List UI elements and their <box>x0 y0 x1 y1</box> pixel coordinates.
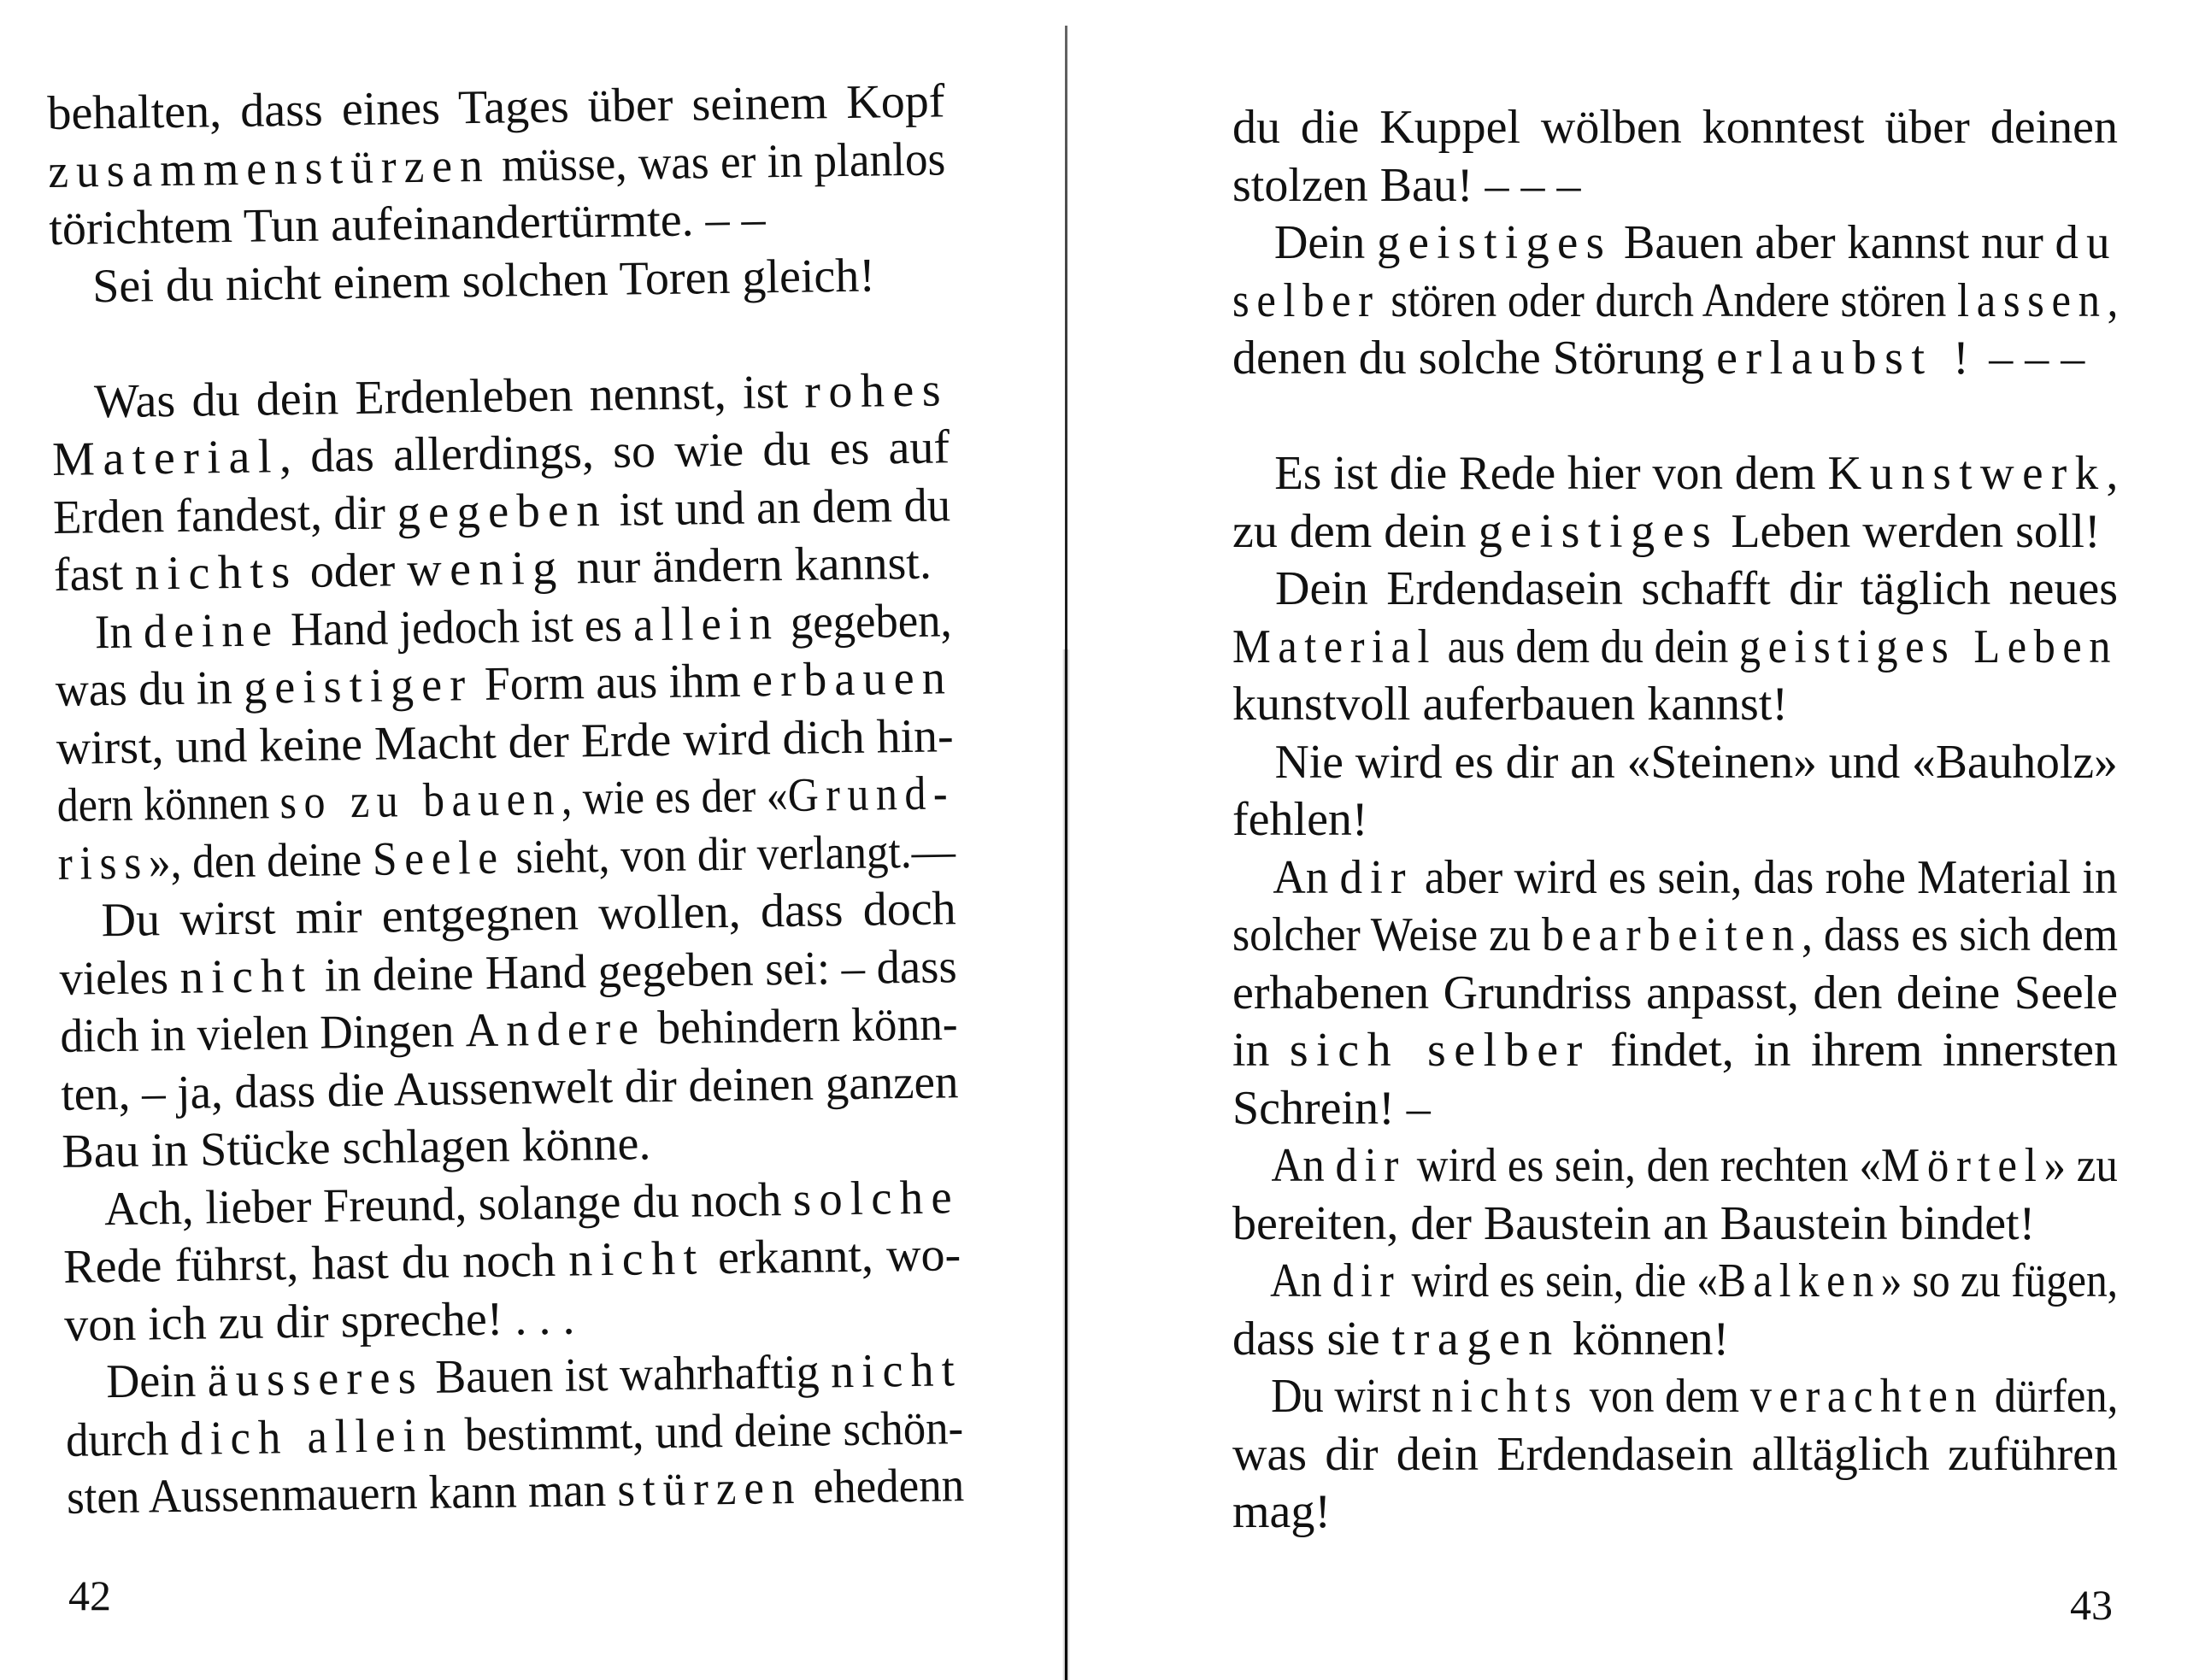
text-line <box>1232 1195 2118 1254</box>
text-segment: Dein <box>1273 216 1377 269</box>
text-segment: von dem <box>1579 1370 1750 1423</box>
text-segment: gegeben, <box>779 593 953 649</box>
text-segment: was dir dein Erdendasein alltäglich zuführen <box>1232 1427 2118 1481</box>
text-segment: Du wirst <box>1271 1370 1432 1423</box>
text-line <box>1232 214 2118 273</box>
text-segment: können! <box>1560 1312 1730 1366</box>
text-line <box>1232 619 2119 677</box>
spaced-emphasis: dir <box>1335 1139 1407 1192</box>
spaced-emphasis: verachten <box>1749 1370 1984 1423</box>
text-line <box>1232 388 2118 446</box>
text-segment: bereiten, der Baustein an Baustein bindet! <box>1232 1196 2036 1250</box>
spaced-emphasis: nicht <box>179 949 314 1004</box>
text-segment: törichtem Tun aufeinandertürmte. – – <box>48 192 766 256</box>
spaced-emphasis: Kunstwerk <box>1827 447 2107 500</box>
text-segment: », den deine <box>148 832 373 889</box>
page-number-right: 43 <box>2070 1581 2113 1629</box>
text-segment: Bauen ist wahrhaftig <box>423 1345 832 1404</box>
text-segment: wird es sein, die « <box>1401 1254 1719 1307</box>
text-line <box>1232 273 2119 331</box>
text-line <box>1232 849 2118 908</box>
text-segment: , <box>2106 447 2119 500</box>
text-segment: ist und an dem du <box>607 478 951 537</box>
text-segment: kunstvoll auferbauen kannst! <box>1232 678 1789 731</box>
text-segment: » so zu fügen, <box>1880 1254 2119 1307</box>
spaced-emphasis: deine <box>143 602 280 658</box>
text-segment: in <box>1232 1024 1290 1077</box>
spaced-emphasis: geistiger <box>243 658 473 714</box>
text-segment: An <box>1273 850 1340 904</box>
right-page-text <box>1232 99 2118 1542</box>
text-segment: bestimmt, und deine schön- <box>453 1401 964 1462</box>
text-segment: erhabenen Grundriss anpasst, den deine Seele <box>1232 966 2118 1019</box>
spaced-emphasis: du <box>2055 216 2118 269</box>
text-line <box>1232 791 2118 849</box>
text-line <box>1232 1426 2118 1484</box>
text-segment: sieht, von dir verlangt.— <box>504 824 956 884</box>
text-segment: , das allerdings, so wie du es auf <box>279 420 950 484</box>
spaced-emphasis: geistiges Leben <box>1738 620 2119 673</box>
text-line <box>1232 1483 2118 1542</box>
text-line <box>52 477 951 547</box>
text-segment: erkannt, wo- <box>704 1228 961 1285</box>
text-segment: sten Aussenmauern kann man <box>66 1463 618 1524</box>
text-line <box>1232 1253 2119 1311</box>
spaced-emphasis: Material <box>51 430 280 486</box>
spaced-emphasis: erbauen <box>751 651 954 708</box>
spaced-emphasis: solche <box>792 1170 961 1226</box>
spaced-emphasis: so zu bauen <box>279 772 562 830</box>
spaced-emphasis: dich allein <box>179 1408 454 1466</box>
text-line <box>1232 1022 2118 1080</box>
spaced-emphasis: dir <box>1339 850 1414 904</box>
text-segment: was du in <box>55 661 244 717</box>
text-segment: aus dem du dein <box>1437 620 1739 673</box>
text-segment: Rede führst, hast du noch <box>62 1233 569 1294</box>
text-line <box>1232 503 2118 561</box>
text-line <box>1232 1368 2119 1426</box>
spaced-emphasis: riss <box>57 835 150 890</box>
text-line <box>1232 965 2118 1023</box>
text-line <box>1232 907 2119 965</box>
text-segment: Sei du nicht einem solchen Toren gleich! <box>91 248 876 313</box>
spaced-emphasis: geistiges <box>1376 216 1613 269</box>
text-line <box>61 1054 959 1124</box>
text-segment: Dein <box>105 1354 209 1409</box>
text-segment: findet, in ihrem innersten <box>1590 1024 2119 1077</box>
text-segment: Form aus ihm <box>472 654 753 712</box>
text-segment: Bauen aber kannst nur <box>1612 216 2055 269</box>
spaced-emphasis: tragen <box>1391 1312 1561 1366</box>
text-segment: Es ist die Rede hier von dem <box>1274 447 1828 500</box>
text-line <box>57 824 956 893</box>
text-segment: Bau in Stücke schlagen könne. <box>61 1117 651 1178</box>
text-segment: behindern könn- <box>645 997 959 1055</box>
text-segment: ten, – ja, dass die Aussenwelt dir deinen ganzen <box>61 1054 959 1121</box>
text-line <box>1232 734 2118 792</box>
left-page-text <box>47 73 964 1527</box>
text-segment: Leben werden soll! <box>1719 504 2101 558</box>
text-segment: In <box>94 604 144 659</box>
text-segment: dass sie <box>1232 1312 1392 1366</box>
text-segment: wirst, und keine Macht der Erde wird dich hin- <box>56 708 954 775</box>
text-segment: ehedenn <box>801 1459 965 1514</box>
spaced-emphasis: lassen <box>1957 273 2108 327</box>
text-segment: , dass es sich dem <box>1802 908 2119 961</box>
text-segment: von ich zu dir spreche! . . . <box>63 1291 575 1352</box>
text-segment: Nie wird es dir an «Steinen» und «Bauholz» <box>1274 735 2118 789</box>
spaced-emphasis: rohes <box>803 362 950 419</box>
text-segment: mag! <box>1232 1485 1332 1538</box>
text-segment: Erden fandest, dir <box>52 485 397 544</box>
spaced-emphasis: Seele <box>372 831 506 886</box>
text-segment: solcher Weise zu <box>1232 908 1542 961</box>
text-segment: Du wirst mir entgegnen wollen, dass doch <box>101 882 956 948</box>
spaced-emphasis: geistiges <box>1478 504 1720 558</box>
spaced-emphasis: selber <box>1232 273 1380 327</box>
page-number-left: 42 <box>68 1571 111 1619</box>
text-segment: du die Kuppel wölben konntest über deinen <box>1232 101 2118 154</box>
text-segment: nur ändern kannst. <box>564 536 932 595</box>
text-segment: denen du solche Störung <box>1232 332 1717 385</box>
text-line <box>1232 157 2118 215</box>
spaced-emphasis: bearbeiten <box>1541 908 1802 961</box>
spaced-emphasis: allein <box>632 596 780 651</box>
text-segment: aber wird es sein, das rohe Material in <box>1413 850 2118 904</box>
text-segment: stören oder durch Andere stören <box>1379 273 1958 327</box>
text-segment: Ach, lieber Freund, solange du noch <box>103 1172 794 1236</box>
text-segment: An <box>1271 1139 1336 1192</box>
text-segment: fast <box>53 547 136 602</box>
spaced-emphasis: Mörtel <box>1880 1139 2044 1192</box>
text-line <box>1232 445 2119 503</box>
spaced-emphasis: Andere <box>465 1002 647 1058</box>
spaced-emphasis: Balken <box>1718 1254 1881 1307</box>
text-segment: Hand jedoch ist es <box>279 597 634 656</box>
spaced-emphasis: sich selber <box>1289 1024 1591 1077</box>
spaced-emphasis: nichts <box>134 544 299 601</box>
text-segment: vieles <box>59 950 181 1006</box>
text-line <box>1232 1137 2118 1195</box>
text-segment: An <box>1270 1254 1332 1307</box>
text-segment: fehlen! <box>1232 793 1368 846</box>
text-segment: durch <box>65 1412 180 1467</box>
spaced-emphasis: wenig <box>406 541 566 597</box>
text-segment: zu dem dein <box>1232 504 1479 558</box>
text-segment: wird es sein, den rechten « <box>1406 1139 1881 1192</box>
text-segment: in deine Hand gegeben sei: – dass <box>312 939 958 1002</box>
spaced-emphasis: Material <box>1232 620 1438 673</box>
text-segment: stolzen Bau! – – – <box>1232 158 1581 212</box>
text-segment: dich in vielen Dingen <box>60 1004 467 1063</box>
spaced-emphasis: nichts <box>1432 1370 1579 1423</box>
text-segment: Schrein! – <box>1232 1081 1431 1135</box>
text-line <box>1232 1311 2118 1369</box>
text-line <box>1232 1080 2118 1138</box>
text-line <box>62 1169 961 1239</box>
text-line <box>1232 99 2118 157</box>
spaced-emphasis: äusseres <box>207 1350 425 1407</box>
text-line <box>66 1458 965 1527</box>
text-segment: , wie es der « <box>561 768 789 825</box>
text-line <box>1232 676 2118 734</box>
spaced-emphasis: erlaubst ! <box>1716 332 1978 385</box>
spaced-emphasis: zusammenstürzen <box>47 138 491 198</box>
spaced-emphasis: nicht <box>830 1343 963 1399</box>
text-segment: , <box>2107 273 2119 327</box>
text-line <box>1232 561 2118 619</box>
spaced-emphasis: gegeben <box>397 483 609 539</box>
spaced-emphasis: Grund- <box>787 767 956 822</box>
spaced-emphasis: stürzen <box>616 1460 803 1517</box>
text-segment: oder <box>297 543 408 598</box>
text-segment: behalten, dass eines Tages über seinem Kopf <box>47 74 945 140</box>
text-segment: » zu <box>2043 1139 2118 1192</box>
text-line <box>47 132 946 201</box>
text-line <box>1232 330 2118 388</box>
text-segment: müsse, was er in planlos <box>490 132 946 192</box>
text-segment: Was du dein Erdenleben nennst, ist <box>93 365 805 428</box>
text-segment: dürfen, <box>1984 1370 2119 1423</box>
book-gutter-shadow <box>1062 649 1070 1680</box>
spaced-emphasis: dir <box>1332 1254 1402 1307</box>
text-segment: dern können <box>56 776 280 832</box>
text-segment: Dein Erdendasein schafft dir täglich neues <box>1275 562 2118 615</box>
text-segment: – – – <box>1977 332 2085 385</box>
spaced-emphasis: nicht <box>567 1231 706 1287</box>
